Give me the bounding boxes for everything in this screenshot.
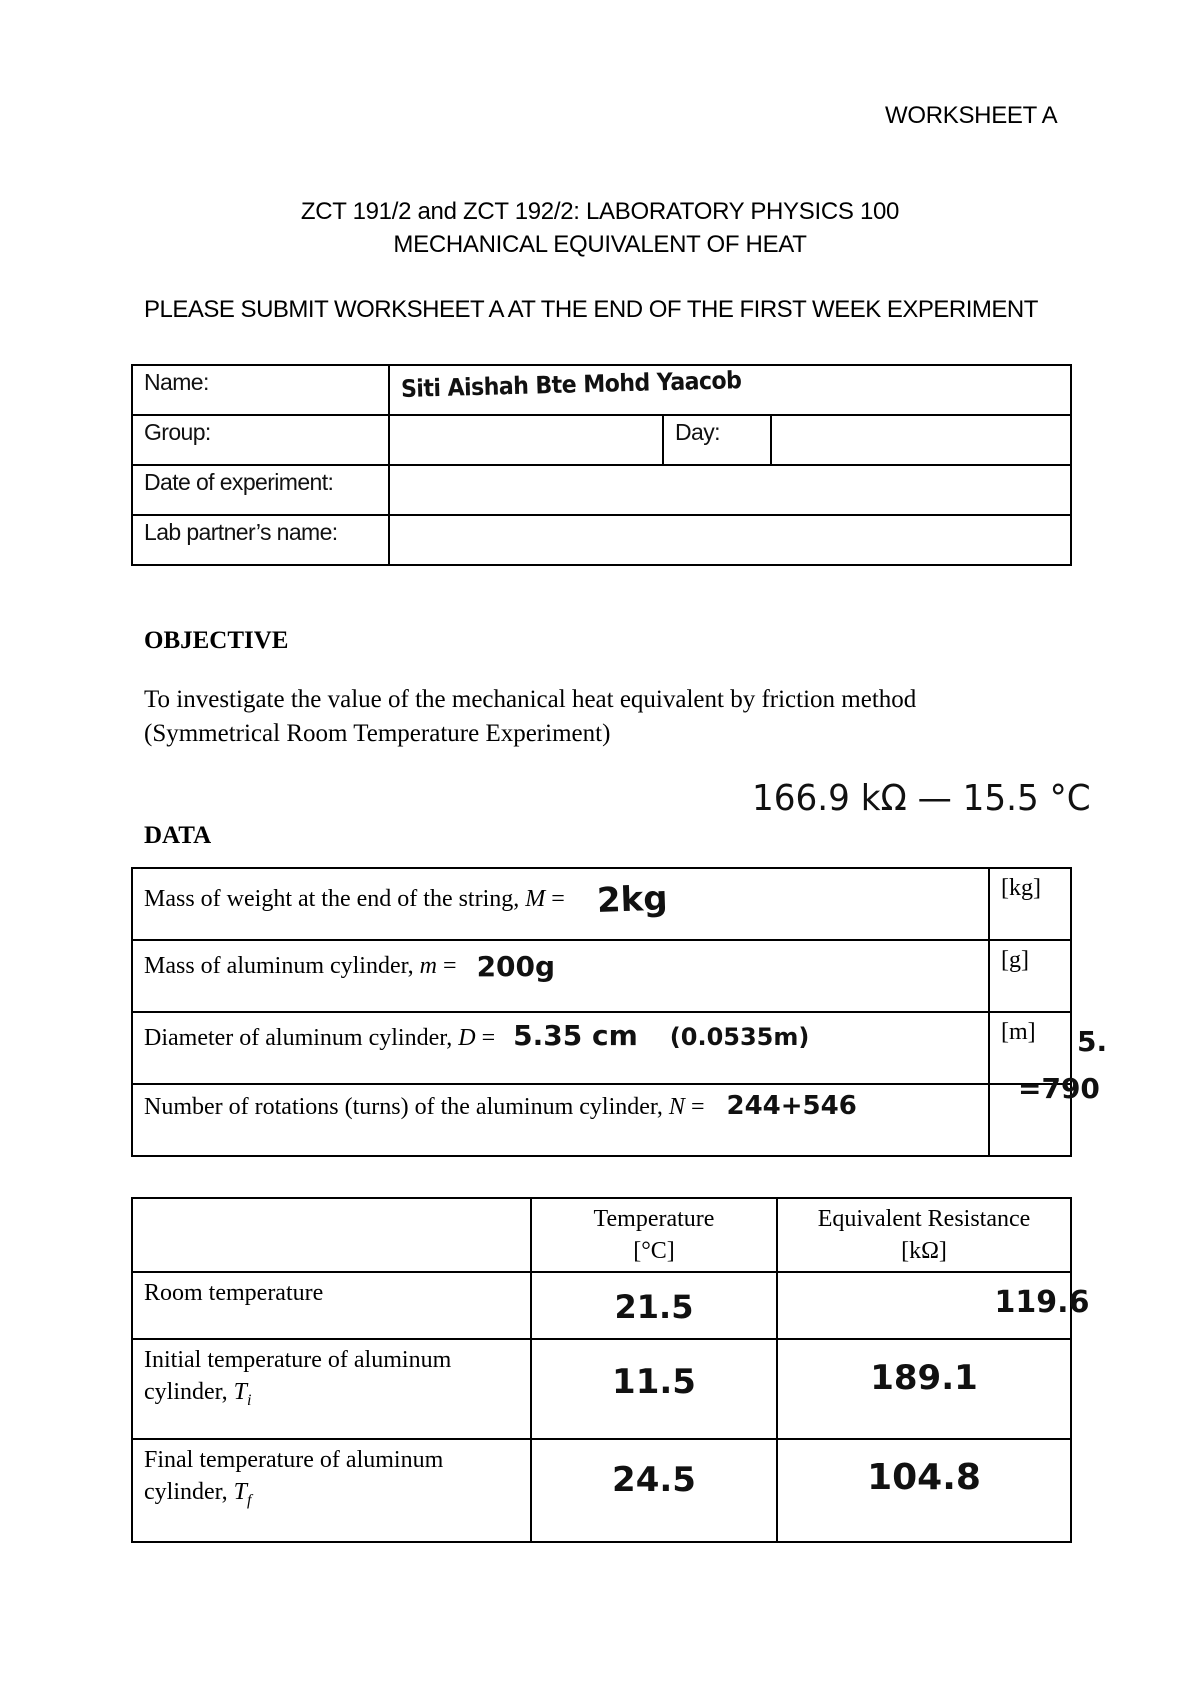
data-value[interactable]: 200g xyxy=(476,950,556,983)
experiment-title: MECHANICAL EQUIVALENT OF HEAT xyxy=(393,231,807,258)
resistance-cell[interactable] xyxy=(777,1339,1071,1439)
group-row xyxy=(132,415,1071,465)
date-label: Date of experiment: xyxy=(132,465,389,515)
data-value[interactable]: 244+546 xyxy=(726,1091,857,1121)
name-field[interactable] xyxy=(389,365,1071,415)
temp-cell[interactable] xyxy=(531,1272,777,1339)
row-label: Final temperature of aluminum cylinder, $T_f$ xyxy=(132,1439,531,1542)
data-row-diameter xyxy=(132,1012,1071,1084)
margin-note-rotations-total: =790 xyxy=(1018,1072,1100,1105)
resistance-value: 119.6 xyxy=(994,1285,1090,1320)
data-label: Number of rotations (turns) of the aluminum cylinder, N = 244+546 xyxy=(132,1084,989,1156)
partner-label: Lab partner’s name: xyxy=(132,515,389,565)
date-row xyxy=(132,465,1071,515)
temp-value: 24.5 xyxy=(612,1460,696,1500)
temperature-table xyxy=(131,1197,1090,1543)
objective-line-1: To investigate the value of the mechanical heat equivalent by friction method xyxy=(144,686,917,713)
submit-note: PLEASE SUBMIT WORKSHEET A AT THE END OF THE FIRST WEEK EXPERIMENT xyxy=(144,296,1038,323)
temp-row-room xyxy=(132,1272,1071,1339)
margin-note-diameter: 5. xyxy=(1077,1025,1108,1058)
resistance-cell[interactable] xyxy=(777,1272,1090,1339)
name-label: Name: xyxy=(132,365,389,415)
data-unit: [m] xyxy=(989,1012,1071,1084)
group-label: Group: xyxy=(132,415,389,465)
data-value-converted: (0.0535m) xyxy=(669,1023,810,1051)
name-value: Siti Aishah Bte Mohd Yaacob xyxy=(400,366,742,403)
temp-row-final xyxy=(132,1439,1071,1542)
temp-value: 21.5 xyxy=(614,1288,694,1326)
objective-line-2: (Symmetrical Room Temperature Experiment) xyxy=(144,720,611,747)
col-header-temperature: Temperature [°C] xyxy=(531,1198,777,1272)
group-field[interactable] xyxy=(389,415,663,465)
objective-heading: OBJECTIVE xyxy=(144,627,289,654)
data-unit: [g] xyxy=(989,940,1071,1012)
temp-row-initial xyxy=(132,1339,1071,1439)
data-unit: [kg] xyxy=(989,868,1071,940)
data-value[interactable]: 5.35 cm xyxy=(513,1019,638,1052)
temp-cell[interactable] xyxy=(531,1339,777,1439)
temp-header-blank xyxy=(132,1198,531,1272)
resistance-cell[interactable] xyxy=(777,1439,1071,1542)
date-field[interactable] xyxy=(389,465,1071,515)
objective-text xyxy=(144,683,1074,751)
partner-field[interactable] xyxy=(389,515,1071,565)
course-title: ZCT 191/2 and ZCT 192/2: LABORATORY PHYSICS 100 xyxy=(300,198,900,225)
resistance-value: 189.1 xyxy=(870,1358,978,1398)
name-row xyxy=(132,365,1071,415)
data-label: Mass of aluminum cylinder, m = 200g xyxy=(132,940,989,1012)
data-table xyxy=(131,867,1072,1157)
data-heading: DATA xyxy=(144,822,212,849)
col-header-resistance: Equivalent Resistance [kΩ] xyxy=(777,1198,1071,1272)
row-label: Initial temperature of aluminum cylinder, $T_i$ xyxy=(132,1339,531,1439)
temp-header-row xyxy=(132,1198,1071,1272)
student-info-table xyxy=(131,364,1072,566)
day-label: Day: xyxy=(663,415,771,465)
worksheet-label: WORKSHEET A xyxy=(885,102,1058,129)
data-label: Diameter of aluminum cylinder, D = 5.35 cm (0.0535m) xyxy=(132,1012,989,1084)
row-label: Room temperature xyxy=(132,1272,531,1339)
temp-cell[interactable] xyxy=(531,1439,777,1542)
resistance-value: 104.8 xyxy=(867,1457,981,1498)
day-field[interactable] xyxy=(771,415,1071,465)
partner-row xyxy=(132,515,1071,565)
data-label: Mass of weight at the end of the string, M = 2kg xyxy=(132,868,989,940)
data-row-rotations xyxy=(132,1084,1071,1156)
data-row-mass-cylinder xyxy=(132,940,1071,1012)
data-row-mass-weight xyxy=(132,868,1071,940)
data-value[interactable]: 2kg xyxy=(596,878,669,921)
temp-value: 11.5 xyxy=(612,1362,696,1402)
margin-note: 166.9 kΩ — 15.5 °C xyxy=(752,778,1091,819)
